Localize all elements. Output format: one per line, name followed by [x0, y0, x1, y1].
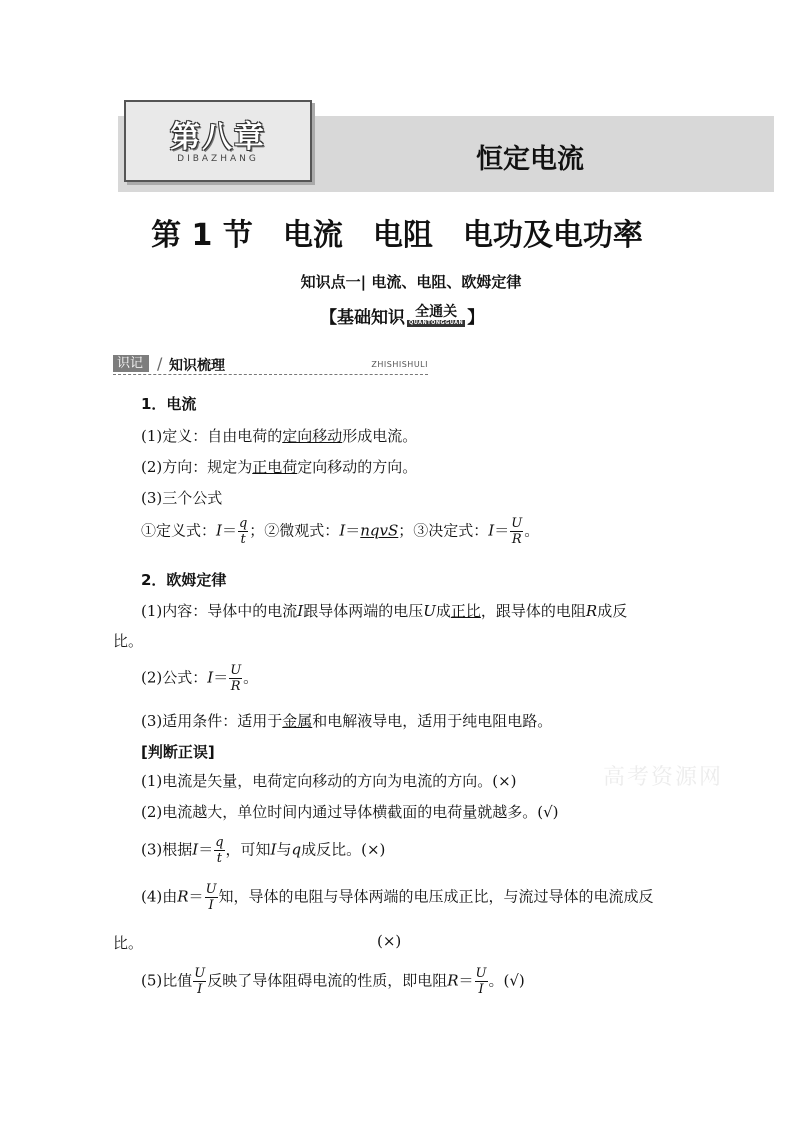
numerator: U [475, 966, 487, 981]
numerator: U [194, 966, 206, 981]
denominator: t [240, 532, 246, 547]
ohm-formula [141, 664, 258, 693]
denominator: I [197, 982, 203, 997]
judge-item-2: (2)电流越大，单位时间内通过导体横截面的电荷量就越多。(√) [141, 803, 559, 821]
denominator: I [478, 982, 484, 997]
symbol: q [291, 840, 302, 859]
denominator: R [511, 532, 522, 547]
text: (1)内容：导体中的电流 [141, 602, 298, 620]
text: ＝ [188, 887, 204, 906]
quantongguan-badge [407, 305, 465, 327]
current-definition [141, 425, 417, 446]
text: (3)根据 [141, 840, 193, 859]
fraction-q-over-t [214, 836, 224, 865]
judge-heading: [判断正误] [141, 743, 215, 761]
text: ，跟导体的电阻 [480, 602, 586, 620]
judge-item-4-mark: (×) [377, 932, 402, 950]
text: ；②微观式： [249, 521, 340, 540]
text: ＝ [494, 521, 510, 540]
text: 反映了导体阻碍电流的性质，即电阻 [207, 971, 448, 990]
text: (2)公式： [141, 668, 208, 687]
chapter-pinyin: DIBAZHANG [177, 154, 259, 164]
left-bracket: 【 [320, 308, 337, 328]
text: 与 [276, 840, 292, 859]
numerator: U [511, 516, 523, 531]
judge-item-4-wrap: 比。 [113, 934, 144, 952]
slash-icon: / [157, 354, 163, 373]
badge-pinyin: QUANTONGGUAN [409, 319, 464, 326]
text: 跟导体两端的电压 [303, 602, 424, 620]
formulas-heading: (3)三个公式 [141, 489, 223, 507]
fraction-q-over-t [238, 517, 248, 546]
symbol: I [207, 668, 214, 687]
text: 定向移动的方向。 [297, 458, 418, 476]
text: 。(√) [488, 971, 525, 990]
badge-text: 全通关 [415, 303, 458, 320]
three-formulas [141, 517, 539, 546]
ohm-condition [141, 710, 552, 731]
text: 形成电流。 [342, 427, 418, 445]
symbol: I [297, 602, 304, 620]
symbol: I [270, 840, 277, 859]
knowledge-bar [113, 354, 428, 375]
text: (2)方向：规定为 [141, 458, 253, 476]
ohm-content-wrap: 比。 [113, 632, 144, 650]
symbol: I [192, 840, 199, 859]
text: 知，导体的电阻与导体两端的电压成正比，与流过导体的电流成反 [218, 887, 654, 906]
text: (4)由 [141, 887, 178, 906]
fraction-u-over-i [193, 967, 206, 996]
text: ；③决定式： [398, 521, 489, 540]
current-heading: 1．电流 [141, 395, 197, 413]
chapter-number: 第八章 [170, 120, 266, 155]
current-direction [141, 456, 417, 477]
knowledge-point-title: 知识点一| 电流、电阻、欧姆定律 [300, 273, 522, 291]
underlined-answer: 金属 [282, 712, 313, 730]
ohm-heading: 2．欧姆定律 [141, 571, 227, 589]
numerator: q [238, 516, 248, 531]
numerator: U [230, 663, 242, 678]
text: ＝ [198, 840, 214, 859]
symbol: I [488, 521, 495, 540]
section-title: 第 1 节 电流 电阻 电功及电功率 [151, 218, 643, 253]
text: 和电解液导电，适用于纯电阻电路。 [312, 712, 553, 730]
underlined-answer: 定向移动 [282, 427, 343, 445]
judge-item-1: (1)电流是矢量，电荷定向移动的方向为电流的方向。(×) [141, 772, 517, 790]
text: (3)适用条件：适用于 [141, 712, 283, 730]
underlined-answer: 正电荷 [252, 458, 298, 476]
text: ＝ [345, 521, 361, 540]
symbol: U [423, 602, 436, 620]
judge-item-3 [141, 836, 385, 865]
text: 。 [524, 521, 540, 540]
denominator: R [230, 679, 241, 694]
symbol: R [447, 971, 459, 990]
text: ＝ [221, 521, 237, 540]
numerator: q [215, 835, 224, 850]
watermark: 高考资源网 [603, 765, 724, 790]
underlined-answer: nqvS [360, 521, 399, 540]
basic-label: 基础知识 [337, 308, 405, 328]
text: (5)比值 [141, 971, 193, 990]
denominator: t [216, 851, 222, 866]
symbol: I [216, 521, 222, 540]
basic-knowledge-heading [320, 303, 484, 328]
denominator: I [208, 898, 214, 913]
fraction-u-over-r [510, 517, 523, 546]
knowledge-bar-label: 知识梳理 [169, 358, 225, 374]
fraction-u-over-i [205, 883, 218, 912]
fraction-u-over-r [229, 664, 242, 693]
text: (1)定义：自由电荷的 [141, 427, 283, 445]
ohm-content [141, 600, 627, 621]
right-bracket: 】 [467, 308, 485, 328]
fraction-u-over-i [475, 967, 488, 996]
text: 成反比。(×) [301, 840, 386, 859]
knowledge-bar-pinyin: ZHISHISHULI [371, 360, 428, 369]
underlined-answer: 正比 [450, 602, 481, 620]
symbol: R [585, 602, 598, 620]
text: ，可知 [225, 840, 271, 859]
symbol: R [177, 887, 189, 906]
text: 成 [435, 602, 451, 620]
text: ①定义式： [141, 521, 217, 540]
text: ＝ [458, 971, 474, 990]
text: ＝ [213, 668, 229, 687]
chapter-badge [124, 100, 312, 182]
symbol: I [339, 521, 346, 540]
memorize-tag: 识记 [113, 355, 149, 372]
text: 。 [243, 668, 259, 687]
judge-item-4 [141, 883, 654, 912]
text: 成反 [597, 602, 628, 620]
judge-item-5 [141, 967, 525, 996]
chapter-title: 恒定电流 [476, 144, 584, 175]
numerator: U [205, 882, 217, 897]
